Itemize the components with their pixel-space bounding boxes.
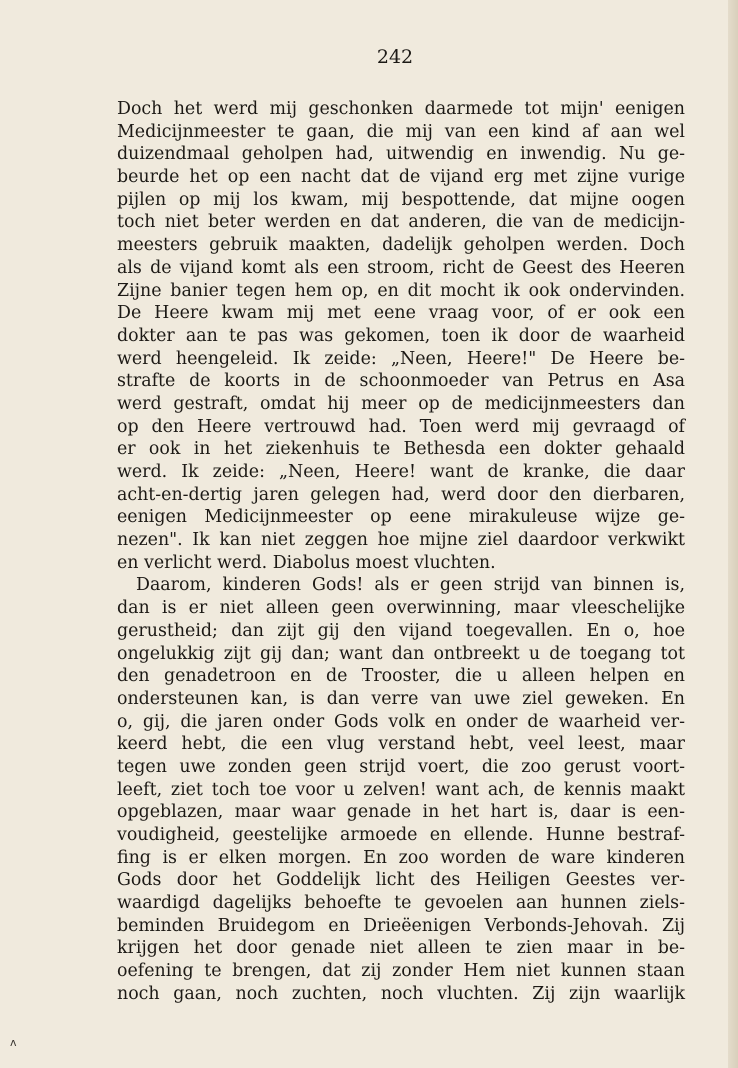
text-line: werd gestraft, omdat hij meer op de medicijnmeesters dan <box>117 393 685 414</box>
text-line: dan is er niet alleen geen overwinning, maar vleeschelijke <box>117 598 685 619</box>
text-line: en verlicht werd. Diabolus moest vluchten. <box>117 552 496 573</box>
text-line: dokter aan te pas was gekomen, toen ik door de waarheid <box>117 325 685 346</box>
text-line: opgeblazen, maar waar genade in het hart is, daar is een- <box>117 802 685 823</box>
text-line: gerustheid; dan zijt gij den vijand toegevallen. En o, hoe <box>117 620 685 641</box>
paragraph-1 <box>117 98 685 574</box>
page-edge-shadow <box>728 0 738 1068</box>
text-line: als de vijand komt als een stroom, richt de Geest des Heeren <box>117 257 685 278</box>
text-line: pijlen op mij los kwam, mij bespottende, dat mijne oogen <box>117 189 685 210</box>
text-line: acht-en-dertig jaren gelegen had, werd door den dierbaren, <box>117 484 685 505</box>
text-line: keerd hebt, die een vlug verstand hebt, veel leest, maar <box>117 734 685 755</box>
text-line: Daarom, kinderen Gods! als er geen strijd van binnen is, <box>136 575 685 596</box>
text-line: waardigd dagelijks behoefte te gevoelen aan hunnen ziels- <box>117 893 685 914</box>
text-line: tegen uwe zonden geen strijd voert, die zoo gerust voort- <box>117 756 685 777</box>
text-line: oefening te brengen, dat zij zonder Hem niet kunnen staan <box>117 961 685 982</box>
text-line: Zijne banier tegen hem op, en dit mocht ik ook ondervinden. <box>117 280 685 301</box>
text-line: ondersteunen kan, is dan verre van uwe ziel geweken. En <box>117 688 685 709</box>
text-line: o, gij, die jaren onder Gods volk en onder de waarheid ver- <box>117 711 685 732</box>
text-line: duizendmaal geholpen had, uitwendig en inwendig. Nu ge- <box>117 144 685 165</box>
text-line: nezen". Ik kan niet zeggen hoe mijne ziel daardoor verkwikt <box>117 530 685 551</box>
body-text <box>117 98 685 1006</box>
text-line: ongelukkig zijt gij dan; want dan ontbreekt u de toegang tot <box>117 643 685 664</box>
text-line: den genadetroon en de Trooster, die u alleen helpen en <box>117 666 685 687</box>
text-line: voudigheid, geestelijke armoede en ellende. Hunne bestraf- <box>117 825 685 845</box>
text-line: eenigen Medicijnmeester op eene mirakuleuse wijze ge- <box>117 507 685 528</box>
text-line: Medicijnmeester te gaan, die mij van een kind af aan wel <box>117 121 685 142</box>
text-line: leeft, ziet toch toe voor u zelven! want ach, de kennis maakt <box>117 779 685 800</box>
paragraph-2 <box>117 574 685 1005</box>
text-line: beminden Bruidegom en Drieëenigen Verbonds-Jehovah. Zij <box>117 915 685 936</box>
text-line: noch gaan, noch zuchten, noch vluchten. Zij zijn waarlijk <box>117 983 685 1004</box>
text-line: fing is er elken morgen. En zoo worden de ware kinderen <box>117 847 685 868</box>
text-line: werd. Ik zeide: „Neen, Heere! want de kranke, die daar <box>117 462 685 482</box>
text-line: toch niet beter werden en dat anderen, die van de medicijn- <box>117 212 685 233</box>
text-line: De Heere kwam mij met eene vraag voor, of er ook een <box>117 303 685 324</box>
text-line: strafte de koorts in de schoonmoeder van Petrus en Asa <box>117 371 685 392</box>
text-line: beurde het op een nacht dat de vijand erg met zijne vurige <box>117 167 685 188</box>
page-number: 242 <box>376 46 414 68</box>
text-line: Gods door het Goddelijk licht des Heiligen Geestes ver- <box>117 870 685 891</box>
text-line: op den Heere vertrouwd had. Toen werd mij gevraagd of <box>117 416 685 437</box>
text-line: werd heengeleid. Ik zeide: „Neen, Heere!" De Heere be- <box>117 348 685 369</box>
corner-mark: ʌ <box>10 1036 17 1049</box>
text-line: krijgen het door genade niet alleen te zien maar in be- <box>117 938 685 959</box>
text-line: er ook in het ziekenhuis te Bethesda een dokter gehaald <box>117 439 685 460</box>
text-line: Doch het werd mij geschonken daarmede tot mijn' eenigen <box>117 99 685 119</box>
text-line: meesters gebruik maakten, dadelijk geholpen werden. Doch <box>117 235 685 256</box>
